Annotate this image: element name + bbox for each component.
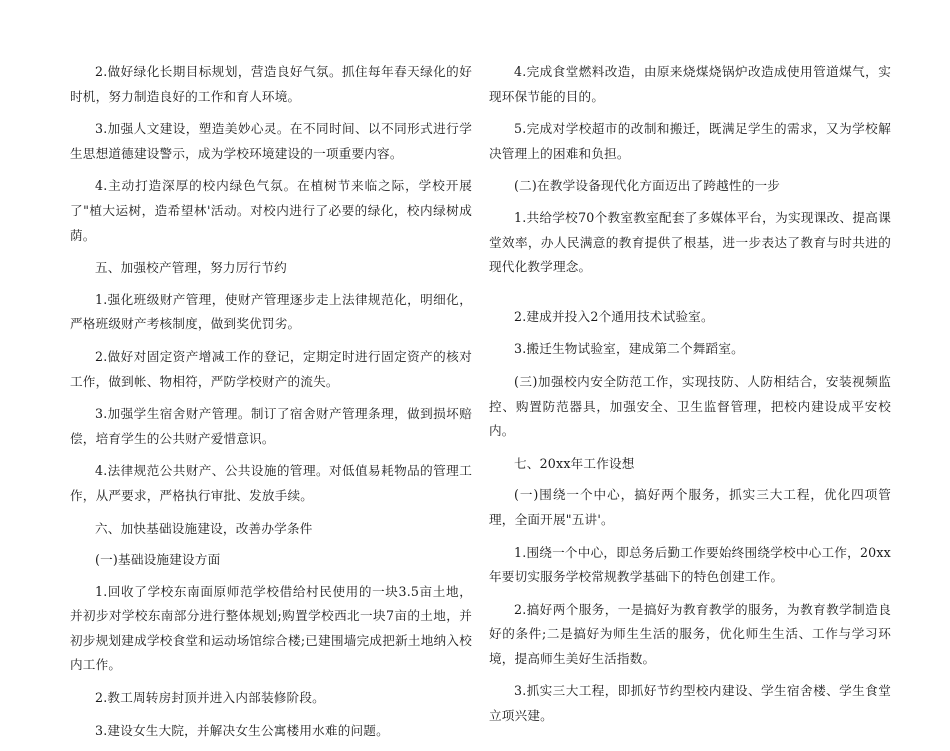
- subsection-heading: (一)基础设施建设方面: [95, 552, 221, 568]
- paragraph: 4.法律规范公共财产、公共设施的管理。对低值易耗物品的管理工作，从严要求，严格执行审批、发放手续。: [70, 463, 472, 503]
- paragraph: 3.抓实三大工程，即抓好节约型校内建设、学生宿舍楼、学生食堂立项兴建。: [489, 683, 891, 724]
- subsection-heading: (二)在教学设备现代化方面迈出了跨越性的一步: [514, 178, 781, 194]
- paragraph: 3.建设女生大院，并解决女生公寓楼用水难的问题。: [95, 722, 389, 738]
- paragraph: 1.回收了学校东南面原师范学校借给村民使用的一块3.5亩土地，并初步对学校东南部分进行整体规划;购置学校西北一块7亩的土地，并初步规划建成学校食堂和运动场馆综合楼;已建围墙完成把新土地纳入校内工作。: [70, 583, 472, 673]
- paragraph: 3.搬迁生物试验室，建成第二个舞蹈室。: [514, 341, 744, 357]
- paragraph: 5.完成对学校超市的改制和搬迁，既满足学生的需求，又为学校解决管理上的困难和负担。: [489, 121, 891, 161]
- paragraph: 2.做好绿化长期目标规划，营造良好气氛。抓住每年春天绿化的好时机，努力制造良好的工作和育人环境。: [70, 64, 472, 104]
- paragraph: (一)围绕一个中心，搞好两个服务，抓实三大工程，优化四项管理，全面开展"五讲'。: [489, 487, 891, 527]
- paragraph: 2.搞好两个服务，一是搞好为教育教学的服务，为教育教学制造良好的条件;二是搞好为师生生活的服务，优化师生生活、工作与学习环境，提高师生美好生活指数。: [489, 601, 891, 666]
- paragraph: 2.做好对固定资产增减工作的登记，定期定时进行固定资产的核对工作，做到帐、物相符，严防学校财产的流失。: [70, 348, 472, 389]
- section-heading: 五、加强校产管理，努力厉行节约: [95, 260, 287, 276]
- paragraph: 1.围绕一个中心，即总务后勤工作要始终围绕学校中心工作，20xx年要切实服务学校常规教学基础下的特色创建工作。: [489, 544, 891, 585]
- paragraph: 2.教工周转房封顶并进入内部装修阶段。: [95, 690, 325, 706]
- left-column: [70, 60, 472, 751]
- paragraph: 4.完成食堂燃料改造，由原来烧煤烧锅炉改造成使用管道煤气，实现环保节能的目的。: [489, 64, 891, 104]
- right-column: [489, 60, 891, 737]
- paragraph: 4.主动打造深厚的校内绿色气氛。在植树节来临之际，学校开展了"植大运树，造希望林'活动。对校内进行了必要的绿化，校内绿树成荫。: [70, 178, 472, 243]
- paragraph: 1.强化班级财产管理，使财产管理逐步走上法律规范化，明细化，严格班级财产考核制度，做到奖优罚劣。: [70, 291, 472, 332]
- paragraph: 1.共给学校70个教室教室配套了多媒体平台，为实现课改、提高课堂效率，办人民满意的教育提供了根基，进一步表达了教育与时共进的现代化教学理念。: [489, 209, 891, 275]
- section-heading: 七、20xx年工作设想: [514, 455, 635, 471]
- paragraph: 3.加强学生宿舍财产管理。制订了宿舍财产管理条理，做到损坏赔偿，培育学生的公共财产爱惜意识。: [70, 406, 472, 446]
- blank-spacer: [489, 288, 891, 305]
- paragraph: (三)加强校内安全防范工作，实现技防、人防相结合，安装视频监控、购置防范器具，加强安全、卫生监督管理，把校内建设成平安校内。: [489, 373, 891, 439]
- paragraph: 2.建成并投入2个通用技术试验室。: [514, 308, 714, 324]
- section-heading: 六、加快基础设施建设，改善办学条件: [95, 520, 313, 536]
- paragraph: 3.加强人文建设，塑造美妙心灵。在不同时间、以不同形式进行学生思想道德建设警示，成为学校环境建设的一项重要内容。: [70, 121, 472, 161]
